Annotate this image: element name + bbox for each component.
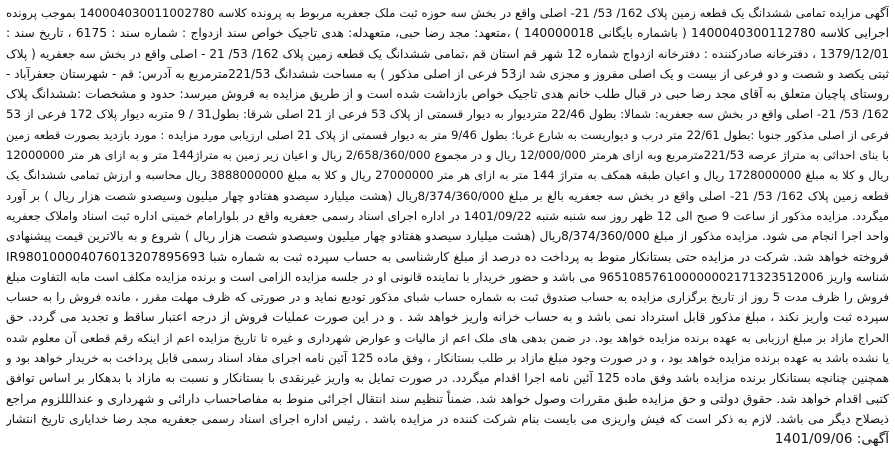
notice-text-line: فروش را ظرف مدت 5 روز از تاریخ برگزاری مزایده به حساب صندوق ثبت به شماره حساب شبای مذکور تودیع نماید و در صورتی که ظرف مهلت مقرر ، مانده فروش را به حساب	[6, 290, 889, 305]
notice-text-line: با بنای احداثی به متراژ عرصه 221/53مترمربع وبه ازای هرمتر 12/000/000 ریال و در مجموع 2/658/360/000 ریال و اعیان زیر زمین به متراژ144 متر و به ازای هر متر 12000000	[6, 148, 889, 163]
notice-text-line: آگهی مزایده تمامی ششدانگ یک قطعه زمین پلاک 162/ 53/ 21- اصلی واقع در بخش سه حوزه ثبت ملک جعفریه مربوط به پرونده کلاسه 140004030011002780 بموجب پرونده	[6, 6, 889, 20]
notice-text-line: 1379/12/01 ، دفترخانه صادرکننده : دفترخانه ازدواج شماره 12 شهر قم استان قم ،تمامی ششدانگ یک قطعه زمین پلاک 162/ 53/ 21 - اصلی واقع در بخش سه جعفریه ( پلاک	[6, 46, 889, 61]
notice-publish-date-line: آگهی: 1401/09/06	[774, 431, 889, 448]
notice-text-line: روستای پاچیان متعلق به آقای مجد رضا حبی در قبال طلب خانم هدی تاجیک خواص بازداشت شده است و از طریق مزایده به فروش میرسد: حدود و مشخصات :ششدانگ پلاک	[6, 87, 889, 102]
notice-text-line: واحد اجرا انجام می شود. مزایده مذکور از مبلغ 8/374/360/000ریال (هشت میلیارد سیصدو هفتادو چهار میلیون وسیصدو شصت هزار ریال ) شروع و به بالاترین قیمت پیشنهادی	[6, 229, 889, 244]
notice-text-line: همچنین چنانچه بستانکار برنده مزایده باشد وفق ماده 125 آئین نامه اجرا اقدام میگردد. در صورت تمایل به واریز غیرنقدی با بستانکار و نسبت به مازاد با بدهکار بر اساس توافق	[6, 371, 889, 386]
notice-text-line: فرعی از اصلی مذکور جنوبا :بطول 22/61 متر درب و دیواریست به شارع غربا: بطول 9/46 متر به دیوار قسمتی از پلاک 21 اصلی ارزیابی مورد مزایده : مورد بازدید بصورت قطعه زمین	[6, 127, 889, 142]
notice-text-line: ریال و کلا به مبلغ 1728000000 ریال و اعیان طبقه همکف به متراژ 144 متر به ازای هر متر 27000000 ریال و کلا به مبلغ 3888000000 ریال محاسبه و ارزش تمامی ششدانگ یک	[6, 168, 889, 183]
notice-text-line: فروخته خواهد شد. شرکت در مزایده حتی بستانکار منوط به پرداخت ده درصد از مبلغ کارشناسی به حساب سپرده ثبت به شماره شبا IR980100004076013207895693	[6, 249, 889, 264]
notice-text-line: اجرایی کلاسه 1400040300112780 ( باشماره بایگانی 140000018 ) ،متعهد: مجد رضا حبی، متعهدله: هدی تاجیک خواص سند ازدواج : شماره سند : 6175 ، تاریخ سند :	[6, 26, 889, 41]
notice-text-line: الحراج مازاد بر مبلغ ارزیابی به عهده برنده مزایده خواهد بود. در ضمن بدهی های ملک اعم از مالیات و عوارض شهرداری و غیره تا تاریخ مزایده اعم از اینکه رقم قطعی آن معلوم شده	[6, 330, 889, 345]
notice-text-line: کتبی اقدام خواهد شد. حقوق دولتی و حق مزایده طبق مقررات وصول خواهد شد. ضمناً تنظیم سند انتقال اجرائی منوط به مفاصاحساب دارائی و شهرداری و عندالللزوم مراجع	[6, 391, 889, 406]
notice-text-line: ذیصلاح دیگر می باشد. لازم به ذکر است که فیش واریزی می بایست بنام شرکت کننده در مزایده باشد . رئیس اداره اجرای اسناد رسمی جعفریه مجد رضا خدایاری تاریخ انتشار	[6, 411, 889, 426]
notice-text-line: میگردد. مزایده مذکور از ساعت 9 صبح الی 12 ظهر روز سه شنبه شنبه 1401/09/22 در اداره اجرای اسناد رسمی جعفریه واقع در بلوارامام خمینی اداره ثبت اسناد واملاک جعفریه	[6, 208, 889, 223]
notice-text-line: قطعه زمین پلاک 162/ 53/ 21- اصلی واقع در بخش سه جعفریه بالغ بر مبلغ 8/374/360/000ریال (هشت میلیارد سیصدو هفتادو چهار میلیون وسیصدو شصت هزار ریال ) بر آورد	[6, 188, 889, 203]
notice-text-line: سپرده ثبت واریز نکند ، مبلغ مذکور قابل استرداد نمی باشد و به حساب خزانه واریز خواهد شد . و در این صورت عملیات فروش از درجه اعتبار ساقط و تجدید می گردد. حق	[6, 310, 889, 325]
notice-text-line: یا نشده باشد به عهده برنده مزایده خواهد بود ، و در صورت وجود مبلغ مازاد بر طلب بستانکار ، وفق ماده 125 آئین نامه اجرای مفاد اسناد رسمی قابل پرداخت به خریدار خواهد بود و	[6, 351, 889, 366]
notice-text-line: 162/ 53/ 21- اصلی واقع در بخش سه جعفریه: شمالا: بطول 22/46 متردیوار به دیوار قسمتی از پلاک 53 فرعی از 21 اصلی شرقا: بطول31 / 9 متربه دیوار پلاک 172 فرعی از 53	[6, 107, 889, 122]
notice-text-line: ثبتی یکصد و شصت و دو فرعی از بیست و یک اصلی مفروز و مجزی شد از53 فرعی از اصلی مذکور ) به مساحت ششدانگ 221/53مترمربع به آدرس: قم - شهرستان جعفرآباد -	[6, 66, 889, 81]
notice-text-line: شناسه واریز 965108576100000002171323512006 می باشد و حضور خریدار با نماینده قانونی او در جلسه مزایده الزامی است و برنده مزایده مکلف است مابه التفاوت مبلغ	[6, 269, 889, 284]
